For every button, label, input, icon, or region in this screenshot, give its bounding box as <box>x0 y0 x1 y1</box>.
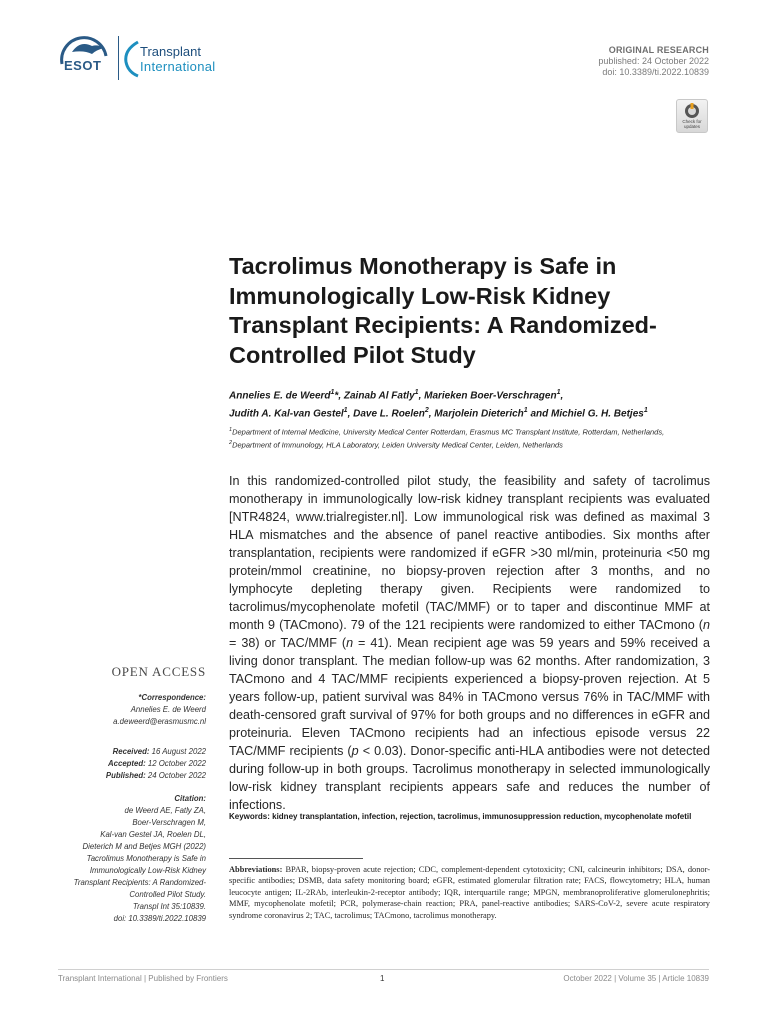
article-type: ORIGINAL RESEARCH <box>608 45 709 55</box>
citation-line: Immunologically Low-Risk Kidney <box>89 866 206 875</box>
abstract-n-symbol: n <box>702 618 710 632</box>
affiliation-text: Department of Immunology, HLA Laboratory, Leiden University Medical Center, Leiden, Netherlands <box>232 440 563 450</box>
author-separator: , <box>560 390 564 402</box>
author-list <box>229 386 719 422</box>
received-value: 16 August 2022 <box>149 747 206 756</box>
citation-line: de Weerd AE, Fatly ZA, <box>124 806 206 815</box>
citation-doi[interactable]: doi: 10.3389/ti.2022.10839 <box>113 914 206 923</box>
article-meta <box>598 45 709 78</box>
correspondence-block <box>113 692 206 728</box>
accepted-label: Accepted: <box>108 759 146 768</box>
citation-line: Controlled Pilot Study. <box>129 890 206 899</box>
author-affiliation-ref: 1 <box>414 389 419 396</box>
page-number: 1 <box>380 974 385 983</box>
author-name[interactable]: Michiel G. H. Betjes <box>551 408 644 420</box>
author-name[interactable]: Judith A. Kal-van Gestel <box>229 408 344 420</box>
check-updates-icon <box>677 101 707 121</box>
citation-line: Transplant Recipients: A Randomized- <box>73 878 206 887</box>
logo-divider <box>118 36 119 80</box>
journal-logo-line1: Transplant <box>140 44 201 59</box>
abbreviations-label: Abbreviations: <box>229 865 283 874</box>
published-value: 24 October 2022 <box>145 771 206 780</box>
author-affiliation-ref: 1 <box>556 389 561 396</box>
accepted-value: 12 October 2022 <box>145 759 206 768</box>
author-separator: and <box>527 408 552 420</box>
affiliation-text: Department of Internal Medicine, University Medical Center Rotterdam, Erasmus MC Transplant Institute, Rotterdam, Netherlands, <box>232 427 665 437</box>
check-for-updates-button[interactable] <box>676 99 708 133</box>
affiliation-number: 1 <box>229 427 233 433</box>
abstract-text-3: = 41). Mean recipient age was 59 years and 59% received a living donor transplant. The median follow-up was 62 months. After randomization, 3 TACmono and 4 TAC/MMF recipients experienced a biopsy-proven rejection. At 5 years follow-up, patient survival was 84% in TACmono versus 76% in TAC/MMF with death-censored graft survival of 97% for both groups and no differences in eGFR and proteinuria. Eleven TACmono recipients had an infectious episode versus 22 TAC/MMF recipients ( <box>229 636 710 758</box>
citation-label: Citation: <box>174 794 206 803</box>
correspondence-label: *Correspondence: <box>138 693 206 702</box>
abbreviations-divider <box>229 858 363 859</box>
dates-block <box>106 746 206 782</box>
author-name[interactable]: Marieken Boer-Verschragen <box>424 390 557 402</box>
abstract-p-symbol: p <box>351 744 359 758</box>
abstract <box>229 472 710 814</box>
esot-logo[interactable] <box>58 34 112 82</box>
author-separator: , <box>418 390 425 402</box>
citation-block <box>74 793 206 925</box>
author-name[interactable]: Annelies E. de Weerd <box>229 390 331 402</box>
author-separator: , <box>428 408 435 420</box>
abstract-text-4: < 0.03). Donor-specific anti-HLA antibodies were not detected during follow-up in both groups. Tacrolimus monotherapy in selected immunologically low-risk kidney transplant recipients appears safe and reduces the number of infections. <box>229 744 710 812</box>
abbreviations <box>229 864 710 921</box>
abbreviations-text: BPAR, biopsy-proven acute rejection; CDC, complement-dependent cytotoxicity; CNI, calcineurin inhibitors; DSA, donor-specific antibodies; DSMB, data safety monitoring board; eGFR, estimated glomerular filtration rate; FACS, flowcytometry; HLA, human leucocyte antigen; IL-2RAb, interleukin-2-receptor antibody; IQR, interquartile range; MPGN, membranoproliferative glomerulonephritis; MMF, mycophenolate mofetil; PCR, polymerase-chain reaction; PRA, panel-reactive antibodies; SARS-CoV-2, severe acute respiratory syndrome coronavirus 2; TAC, tacrolimus; TACmono, tacrolimus monotherapy. <box>229 865 710 920</box>
citation-line: Tacrolimus Monotherapy is Safe in <box>86 854 206 863</box>
published-date: published: 24 October 2022 <box>598 56 709 66</box>
article-title: Tacrolimus Monotherapy is Safe in Immunologically Low-Risk Kidney Transplant Recipients: A Randomized-Controlled Pilot Study <box>229 253 657 368</box>
open-access-label: OPEN ACCESS <box>111 664 206 679</box>
abstract-text-2: = 38) or TAC/MMF ( <box>229 636 347 650</box>
corresponding-mark: * <box>334 390 339 402</box>
received-label: Received: <box>112 747 150 756</box>
abstract-n-symbol: n <box>346 636 354 650</box>
citation-line: Kal-van Gestel JA, Roelen DL, <box>100 830 206 839</box>
esot-logo-text: ESOT <box>64 58 102 73</box>
author-separator: , <box>338 390 344 402</box>
author-name[interactable]: Zainab Al Fatly <box>343 390 415 402</box>
journal-logo[interactable] <box>122 36 232 82</box>
author-name[interactable]: Dave L. Roelen <box>353 408 425 420</box>
footer-journal: Transplant International | Published by Frontiers <box>58 974 228 983</box>
author-name[interactable]: Marjolein Dieterich <box>434 408 524 420</box>
author-affiliation-ref: 1 <box>643 406 648 414</box>
citation-line: Boer-Verschragen M, <box>132 818 206 827</box>
correspondence-email[interactable]: a.deweerd@erasmusmc.nl <box>113 717 206 726</box>
author-affiliation-ref: 1 <box>523 406 528 414</box>
affiliations <box>229 425 699 451</box>
correspondence-name: Annelies E. de Weerd <box>130 705 206 714</box>
published-label: Published: <box>105 771 146 780</box>
author-separator: , <box>347 408 354 420</box>
author-affiliation-ref: 1 <box>343 406 348 414</box>
footer-issue: October 2022 | Volume 35 | Article 10839 <box>563 974 709 983</box>
citation-line: Dieterich M and Betjes MGH (2022) <box>82 842 206 851</box>
keywords: Keywords: kidney transplantation, infection, rejection, tacrolimus, immunosuppression reduction, mycophenolate mofetil <box>229 812 692 821</box>
citation-line: Transpl Int 35:10839. <box>132 902 206 911</box>
check-updates-label: Check for updates <box>682 119 702 129</box>
footer-divider <box>58 969 709 970</box>
journal-swoosh-icon <box>122 38 142 78</box>
abstract-text-1: In this randomized-controlled pilot study, the feasibility and safety of tacrolimus monotherapy in immunologically low-risk kidney transplant recipients was evaluated [NTR4824, www.trialregister.nl]. Low immunological risk was defined as maximal 3 HLA mismatches and the absence of panel reactive antibodies. Six months after transplantation, recipients were randomized if eGFR >30 ml/min, proteinuria <50 mg protein/mmol creatinine, no biopsy-proven rejection after 3 months, and no lymphocyte depleting therapy given. Recipients were randomized to tacrolimus/mycophenolate mofetil (TAC/MMF) or to taper and discontinue MMF at month 9 (TACmono). 79 of the 121 recipients were randomized to either TACmono ( <box>229 474 710 632</box>
author-affiliation-ref: 2 <box>424 406 429 414</box>
journal-logo-line2: International <box>140 59 216 74</box>
affiliation-number: 2 <box>229 440 233 446</box>
author-affiliation-ref: 1 <box>330 389 335 396</box>
article-doi[interactable]: doi: 10.3389/ti.2022.10839 <box>602 67 709 77</box>
